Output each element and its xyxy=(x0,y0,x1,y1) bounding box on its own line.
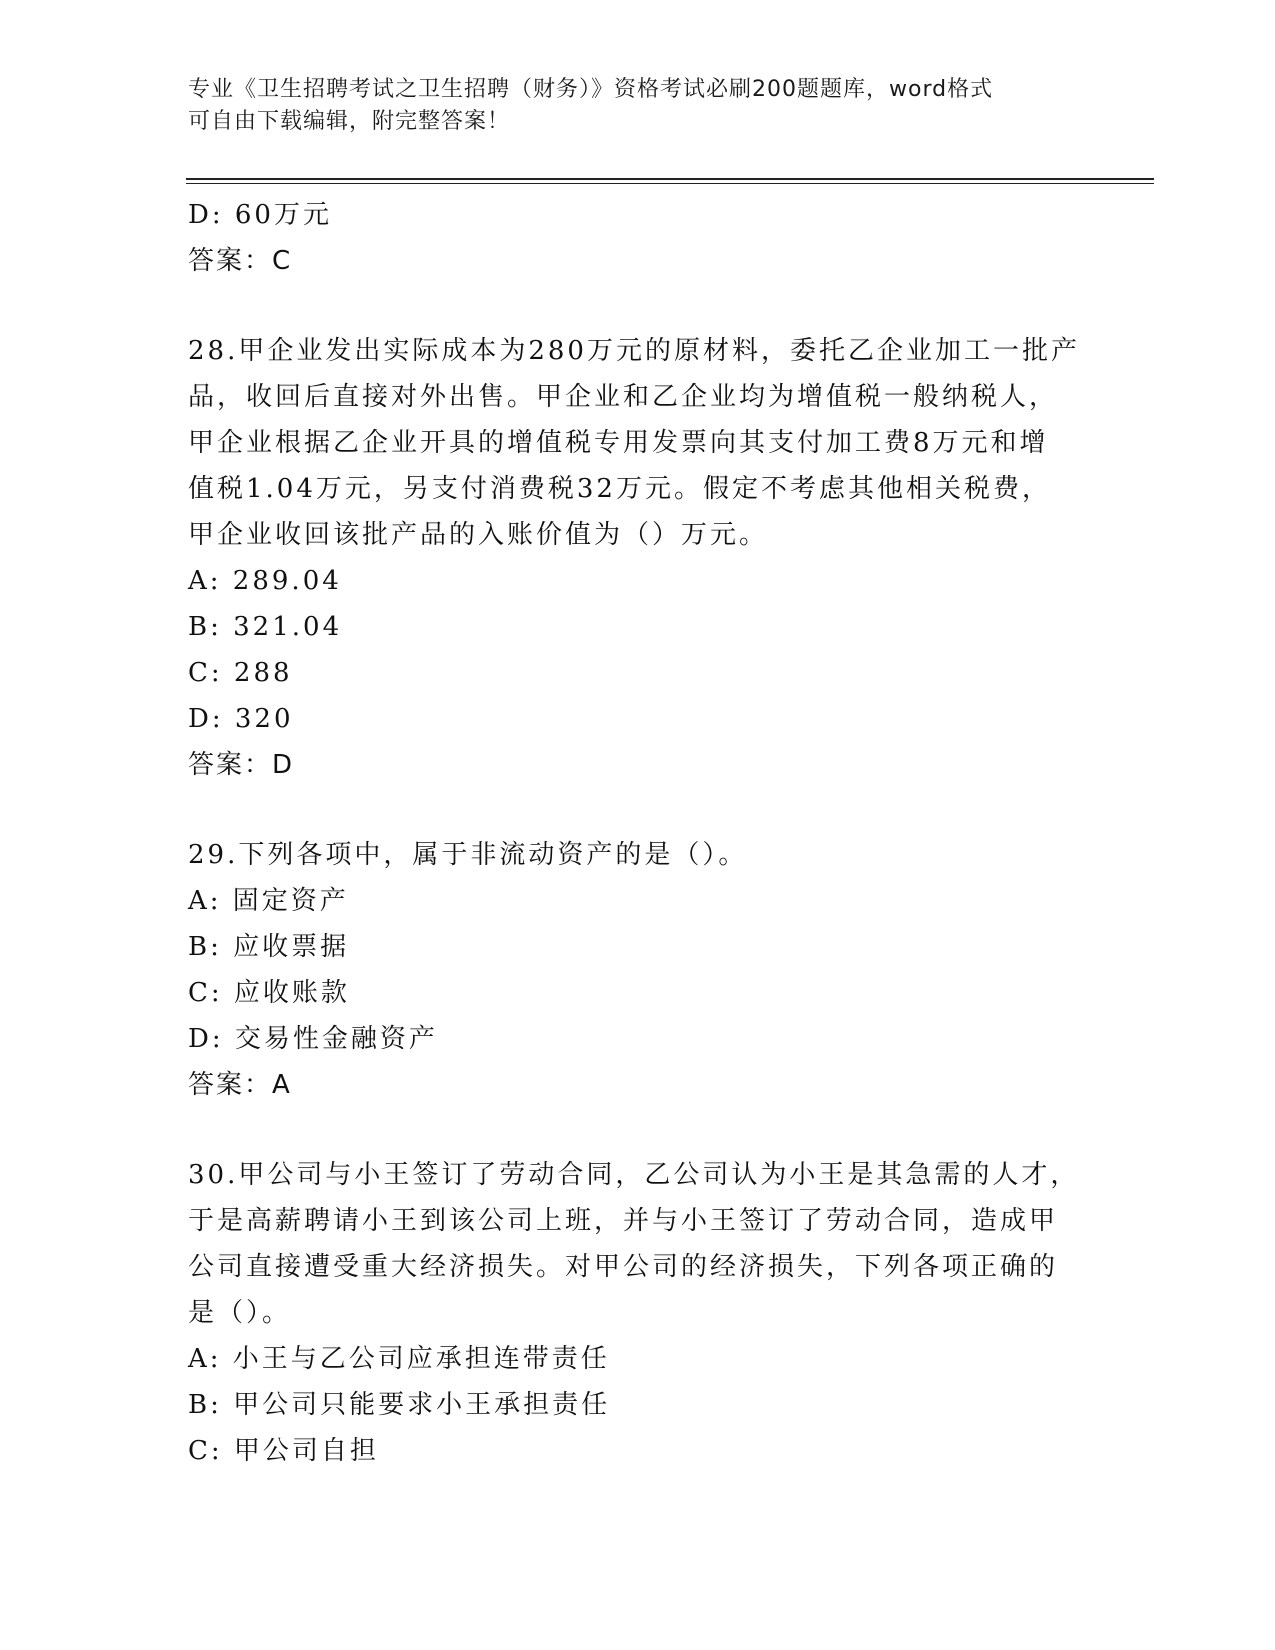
header-rule-thick xyxy=(186,178,1154,180)
question-line: 28.甲企业发出实际成本为280万元的原材料，委托乙企业加工一批产 xyxy=(188,336,1080,366)
question-line: 公司直接遭受重大经济损失。对甲公司的经济损失，下列各项正确的 xyxy=(188,1252,1059,1282)
answer: 答案：A xyxy=(188,1070,292,1100)
question-text xyxy=(188,832,1068,878)
question-line: 30.甲公司与小王签订了劳动合同，乙公司认为小王是其急需的人才， xyxy=(188,1160,1080,1190)
option-d: D: 60万元 xyxy=(188,200,332,230)
option-b: B: 321.04 xyxy=(188,612,343,642)
prev-question-tail xyxy=(188,192,1088,284)
option-d: D: 交易性金融资产 xyxy=(188,1024,438,1054)
option-b: B: 甲公司只能要求小王承担责任 xyxy=(188,1390,611,1420)
option-d: D: 320 xyxy=(188,704,294,734)
document-body xyxy=(188,192,1088,1474)
header-line-1: 专业《卫生招聘考试之卫生招聘（财务）》资格考试必刷200题题库，word格式 xyxy=(188,77,994,102)
header-line-2: 可自由下载编辑，附完整答案！ xyxy=(188,109,511,134)
answer: 答案：C xyxy=(188,246,293,276)
option-a: A: 289.04 xyxy=(188,566,342,596)
question-line: 甲企业根据乙企业开具的增值税专用发票向其支付加工费8万元和增 xyxy=(188,428,1049,458)
question-text xyxy=(188,1152,1080,1336)
question-29 xyxy=(188,832,1088,1108)
question-line: 甲企业收回该批产品的入账价值为（）万元。 xyxy=(188,520,769,550)
option-a: A: 小王与乙公司应承担连带责任 xyxy=(188,1344,610,1374)
question-text xyxy=(188,328,1080,558)
question-line: 品，收回后直接对外出售。甲企业和乙企业均为增值税一般纳税人， xyxy=(188,382,1059,412)
answer: 答案：D xyxy=(188,750,295,780)
question-line: 29.下列各项中，属于非流动资产的是（）。 xyxy=(188,840,748,870)
question-30 xyxy=(188,1152,1088,1474)
option-c: C: 应收账款 xyxy=(188,978,350,1008)
question-line: 是（）。 xyxy=(188,1298,292,1328)
option-c: C: 甲公司自担 xyxy=(188,1436,379,1466)
option-a: A: 固定资产 xyxy=(188,886,349,916)
document-header xyxy=(188,74,1088,138)
question-line: 于是高薪聘请小王到该公司上班，并与小王签订了劳动合同，造成甲 xyxy=(188,1206,1059,1236)
option-b: B: 应收票据 xyxy=(188,932,350,962)
question-line: 值税1.04万元，另支付消费税32万元。假定不考虑其他相关税费， xyxy=(188,474,1051,504)
question-28 xyxy=(188,328,1088,788)
header-rule-thin xyxy=(186,183,1154,184)
option-c: C: 288 xyxy=(188,658,293,688)
